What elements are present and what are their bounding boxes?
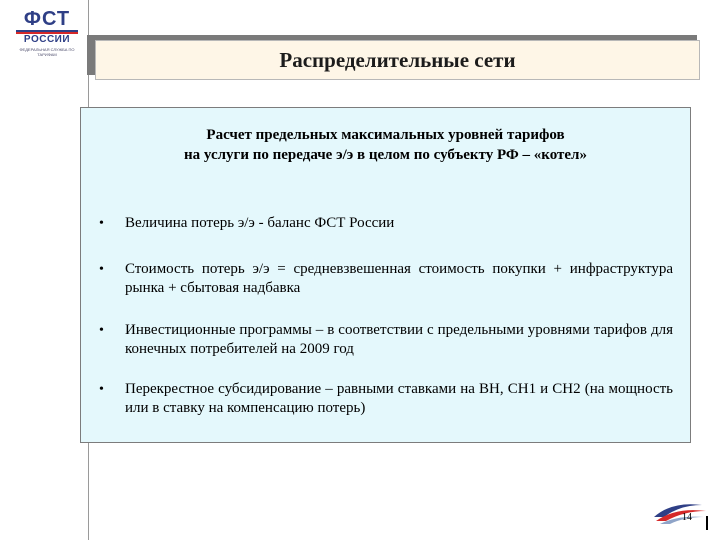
bullet-text: Перекрестное субсидирование – равными ставками на ВН, СН1 и СН2 (на мощность или в ставку на компенсацию потерь): [125, 381, 673, 416]
logo-bottom-text: РОССИИ: [23, 34, 71, 45]
content-box: [80, 107, 691, 443]
content-heading: [81, 125, 690, 165]
bullet-dot-icon: •: [99, 323, 104, 338]
heading-line-2: на услуги по передаче э/э в целом по субъекту РФ – «котел»: [184, 147, 587, 163]
slide-title: Распределительные сети: [279, 47, 516, 72]
bullet-text: Инвестиционные программы – в соответствии с предельными уровнями тарифов для конечных потребителей на 2009 год: [125, 322, 673, 357]
bullet-item: [99, 260, 673, 298]
page-number: 14: [682, 512, 692, 523]
heading-line-1: Расчет предельных максимальных уровней тарифов: [206, 127, 565, 143]
bullet-text: Стоимость потерь э/э = средневзвешенная стоимость покупки + инфраструктура рынка + сбытовая надбавка: [125, 261, 673, 296]
fst-logo: [12, 6, 84, 60]
bullet-item: [99, 214, 673, 233]
bullet-dot-icon: •: [99, 262, 104, 277]
bullet-item: [99, 380, 673, 418]
bullet-dot-icon: •: [99, 216, 104, 231]
bullet-item: [99, 321, 673, 359]
logo-tagline: ФЕДЕРАЛЬНАЯ СЛУЖБА ПО ТАРИФАМ: [19, 47, 75, 57]
logo-top-text: ФСТ: [23, 8, 71, 30]
bullet-dot-icon: •: [99, 382, 104, 397]
title-box: [95, 40, 700, 80]
swoosh-logo-icon: [650, 495, 710, 525]
corner-mark: [706, 516, 708, 530]
bullet-text: Величина потерь э/э - баланс ФСТ России: [125, 215, 395, 231]
